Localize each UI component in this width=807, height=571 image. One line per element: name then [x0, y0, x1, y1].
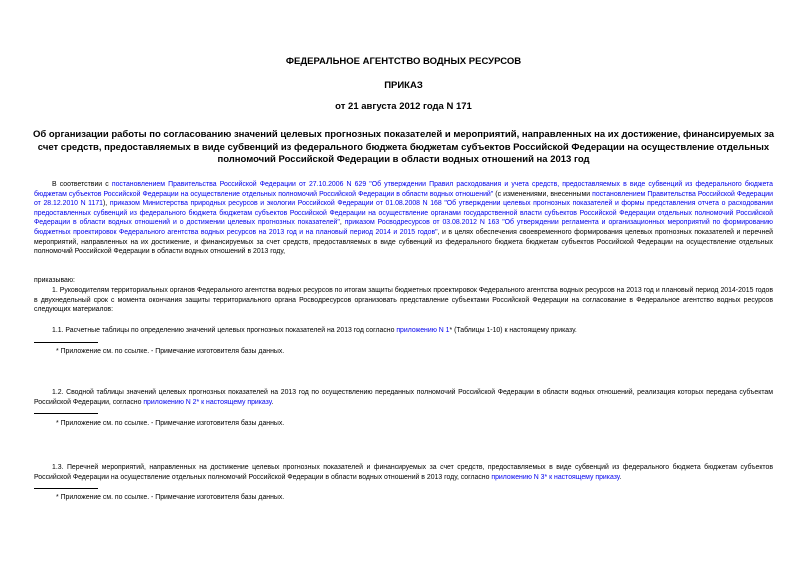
preamble-text: (с изменениями, внесенными [493, 190, 593, 198]
preamble-paragraph [34, 180, 773, 257]
document-title: Об организации работы по согласованию значений целевых прогнозных показателей и мероприятий, направленных на их достижение, финансируемых за счет средств, предоставляемых в виде субвенций из федерального бюджета бюджетам субъектов Российской Федерации на осуществление отдельных полномочий Российской Федерации в области водных отношений на 2013 год [32, 129, 775, 165]
item-text: 1.2. Сводной таблицы значений целевых прогнозных показателей на 2013 год по осуществлению переданных полномочий Российской Федерации в области водных отношений, реализация которых передана субъектам Российской Федерации, согласно [34, 389, 773, 406]
item-1: 1. Руководителям территориальных органов Федерального агентства водных ресурсов по итогам защиты бюджетных проектировок Федерального агентства водных ресурсов на 2013 год и плановый период 2014-2015 годов в двухнедельный срок с момента окончания защиты территориального органа Росводресурсов организовать представление субъектами Российской Федерации на согласование в Федеральное агентство водных ресурсов следующих материалов: [34, 287, 773, 314]
document-date-number: от 21 августа 2012 года N 171 [335, 101, 472, 112]
footnote: * Приложение см. по ссылке. - Примечание изготовителя базы данных. [56, 420, 285, 427]
link-order-163[interactable]: приказом Росводресурсов от 03.08.2012 N 163 "Об утверждении регламента и организационных мероприятий по формированию бюджетных проектировок Федерального агентства водных ресурсов на 2013 год и на плановый период 2014 и 2015 годов" [34, 219, 773, 236]
item-1-3 [34, 463, 773, 482]
link-appendix-2[interactable]: приложению N 2* к настоящему приказу [143, 398, 272, 406]
item-1-2 [34, 388, 773, 407]
agency-name: ФЕДЕРАЛЬНОЕ АГЕНТСТВО ВОДНЫХ РЕСУРСОВ [285, 56, 522, 67]
item-text: * (Таблицы 1-10) к настоящему приказу. [449, 327, 577, 334]
footnote-divider [34, 342, 98, 343]
item-text: 1.3. Перечней мероприятий, направленных на достижение целевых прогнозных показателей и финансируемых за счет средств, предоставляемых в виде субвенций из федерального бюджета бюджетам субъектов Российской Федерации на осуществление отдельных полномочий Российской Федерации в области водных отношений в 2013 году, согласно [34, 464, 773, 481]
link-appendix-1[interactable]: приложению N 1 [396, 327, 450, 334]
footnote: * Приложение см. по ссылке. - Примечание изготовителя базы данных. [56, 494, 285, 501]
preamble-text: , и в целях обеспечения своевременного формирования целевых прогнозных показателей и перечней мероприятий, направленных на их достижение, и финансируемых за счет средств, предоставляемых в виде субвенций из федерального бюджета бюджетам субъектов Российской Федерации на осуществление отдельных полномочий Российской Федерации в области водных отношений в 2013 году, [34, 228, 773, 256]
footnote: * Приложение см. по ссылке. - Примечание изготовителя базы данных. [56, 348, 285, 355]
preamble-text: , [339, 219, 345, 227]
link-resolution-1171[interactable]: постановлением Правительства Российской Федерации от 28.12.2010 N 1171 [34, 190, 773, 208]
preamble-text: ), [103, 200, 110, 208]
link-resolution-629[interactable]: постановлением Правительства Российской Федерации от 27.10.2006 N 629 "Об утверждении Правил расходования и учета средств, предоставляемых в виде субвенций из федерального бюджета бюджетам субъектов Российской Федерации на осуществление отдельных полномочий Российской Федерации в области водных отношений" [34, 181, 773, 198]
footnote-divider [34, 413, 98, 414]
order-word: приказываю: [34, 277, 75, 284]
item-text: 1.1. Расчетные таблицы по определению значений целевых прогнозных показателей на 2013 год согласно [52, 327, 397, 334]
footnote-divider [34, 488, 98, 489]
link-order-168[interactable]: приказом Министерства природных ресурсов и экологии Российской Федерации от 01.08.2008 N 168 "Об утверждении целевых прогнозных показателей и формы представления отчета о расходовании предоставленных субвенций из федерального бюджета бюджетам субъектов Российской Федерации на осуществление органами государственной власти субъектов Российской Федерации отдельных полномочий Российской Федерации в области водных отношений и о достижении целевых прогнозных показателей" [34, 200, 774, 227]
item-text: . [271, 398, 274, 406]
preamble-text: В соответствии с [52, 181, 112, 188]
item-1-1 [34, 326, 773, 336]
document-type: ПРИКАЗ [384, 80, 423, 91]
link-appendix-3[interactable]: приложению N 3* к настоящему приказу [491, 473, 620, 481]
item-text: . [619, 473, 622, 481]
